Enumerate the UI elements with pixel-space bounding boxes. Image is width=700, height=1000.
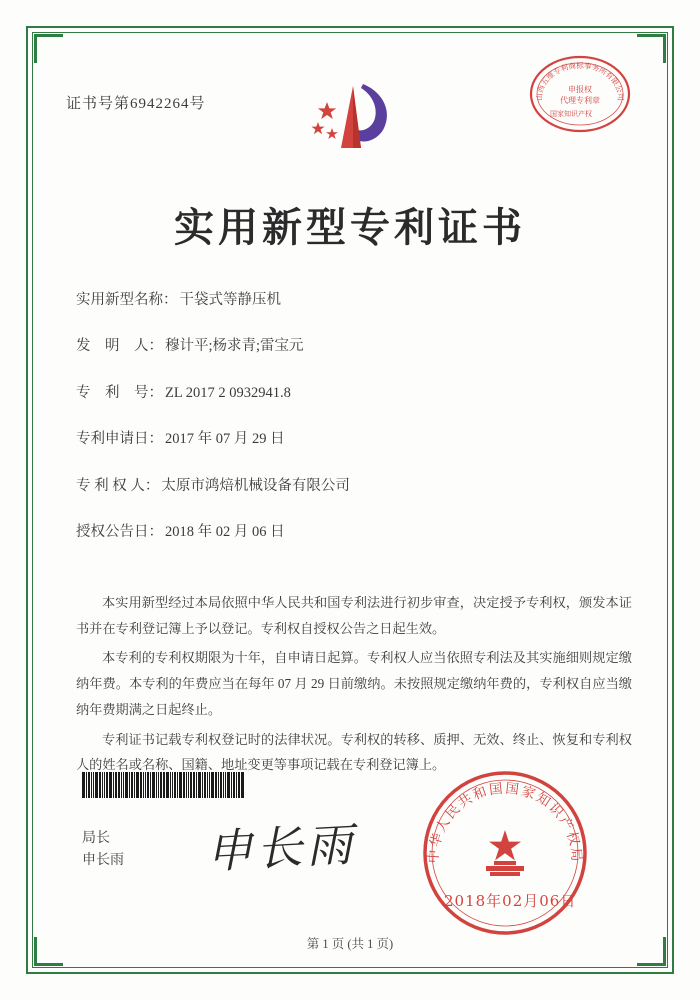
svg-text:申报权: 申报权 bbox=[568, 85, 592, 94]
handwritten-signature: 申长雨 bbox=[204, 817, 358, 879]
signature-block bbox=[82, 828, 124, 873]
field-label: 授权公告日： bbox=[76, 523, 163, 540]
field-value: 干袋式等静压机 bbox=[179, 292, 281, 308]
certificate-number: 证书号第6942264号 bbox=[66, 96, 206, 112]
barcode-bar bbox=[115, 772, 117, 798]
barcode-bar bbox=[215, 772, 217, 798]
barcode-bar bbox=[231, 772, 232, 798]
barcode-bar bbox=[233, 772, 235, 798]
barcode-bar bbox=[166, 772, 169, 798]
barcode-bar bbox=[179, 772, 182, 798]
barcode-bar bbox=[196, 772, 197, 798]
field-value: 穆计平;杨求青;雷宝元 bbox=[165, 338, 304, 355]
barcode-bar bbox=[202, 772, 203, 798]
field-patentee bbox=[76, 478, 636, 495]
barcode-bar bbox=[183, 772, 185, 798]
field-label: 专 利 号： bbox=[76, 384, 163, 401]
barcode-bar bbox=[172, 772, 173, 798]
barcode-bar bbox=[136, 772, 139, 798]
barcode-bar bbox=[204, 772, 206, 798]
barcode-bar bbox=[104, 772, 105, 798]
barcode-bar bbox=[123, 772, 124, 798]
barcode-bar bbox=[86, 772, 87, 798]
field-patent-number bbox=[76, 385, 636, 402]
svg-text:国家知识产权: 国家知识产权 bbox=[550, 110, 592, 118]
svg-text:代理专利章: 代理专利章 bbox=[560, 96, 600, 105]
barcode-bar bbox=[121, 772, 122, 798]
barcode-bar bbox=[95, 772, 98, 798]
barcode-bar bbox=[118, 772, 120, 798]
barcode-bar bbox=[193, 772, 195, 798]
barcode-bar bbox=[99, 772, 101, 798]
barcode-bar bbox=[109, 772, 112, 798]
corner-ornament-top-left bbox=[34, 34, 63, 63]
barcode-bar bbox=[198, 772, 201, 798]
field-label: 专利申请日： bbox=[76, 431, 163, 448]
field-utility-model-name bbox=[76, 292, 636, 309]
field-grant-announcement-date bbox=[76, 524, 636, 541]
field-label: 专 利 权 人： bbox=[76, 477, 160, 494]
page-footer: 第 1 页 (共 1 页) bbox=[306, 937, 394, 951]
barcode-bar bbox=[150, 772, 151, 798]
barcode-bar bbox=[156, 772, 157, 798]
field-application-date bbox=[76, 431, 636, 448]
field-label: 发 明 人： bbox=[76, 338, 163, 355]
barcode-bar bbox=[238, 772, 240, 798]
field-value: ZL 2017 2 0932941.8 bbox=[165, 384, 291, 401]
barcode-bar bbox=[143, 772, 144, 798]
barcode-bar bbox=[225, 772, 226, 798]
barcode-bar bbox=[113, 772, 114, 798]
barcode-bar bbox=[140, 772, 142, 798]
barcode-bar bbox=[209, 772, 210, 798]
sipo-logo-icon bbox=[305, 78, 401, 164]
barcode-bar bbox=[211, 772, 214, 798]
barcode-bar bbox=[188, 772, 189, 798]
national-seal bbox=[420, 768, 590, 938]
barcode-bar bbox=[220, 772, 222, 798]
barcode bbox=[82, 772, 282, 798]
field-value: 2017 年 07 月 29 日 bbox=[165, 431, 285, 448]
barcode-bar bbox=[218, 772, 219, 798]
svg-text:中华人民共和国国家知识产权局: 中华人民共和国国家知识产权局 bbox=[425, 780, 585, 864]
barcode-bar bbox=[227, 772, 230, 798]
barcode-bar bbox=[170, 772, 171, 798]
barcode-bar bbox=[160, 772, 162, 798]
director-name-label: 申长雨 bbox=[82, 853, 124, 869]
page-title: 实用新型专利证书 bbox=[174, 204, 526, 251]
barcode-bar bbox=[186, 772, 187, 798]
barcode-bar bbox=[177, 772, 178, 798]
body-text bbox=[76, 590, 632, 782]
barcode-bar bbox=[174, 772, 176, 798]
svg-text:山西五维专利商标事务所有限公司: 山西五维专利商标事务所有限公司 bbox=[534, 61, 626, 101]
barcode-bar bbox=[91, 772, 92, 798]
barcode-bar bbox=[102, 772, 103, 798]
barcode-bar bbox=[223, 772, 224, 798]
barcode-bar bbox=[82, 772, 85, 798]
barcode-bar bbox=[241, 772, 244, 798]
barcode-bar bbox=[88, 772, 90, 798]
body-paragraph-1: 本实用新型经过本局依照中华人民共和国专利法进行初步审查，决定授予专利权，颁发本证书并在专利登记簿上予以登记。专利权自授权公告之日起生效。 bbox=[76, 595, 632, 636]
barcode-bar bbox=[134, 772, 135, 798]
barcode-bar bbox=[190, 772, 192, 798]
barcode-bar bbox=[163, 772, 165, 798]
barcode-bar bbox=[152, 772, 155, 798]
barcode-bar bbox=[93, 772, 94, 798]
barcode-bar bbox=[125, 772, 128, 798]
corner-ornament-top-right bbox=[637, 34, 666, 63]
field-value: 太原市鸿焙机械设备有限公司 bbox=[161, 477, 350, 494]
barcode-bar bbox=[207, 772, 208, 798]
field-inventor bbox=[76, 338, 636, 355]
director-title-label: 局长 bbox=[82, 831, 110, 846]
body-paragraph-2: 本专利的专利权期限为十年，自申请日起算。专利权人应当依照专利法及其实施细则规定缴纳年费。本专利的年费应当在每年 07 月 29 日前缴纳。未按照规定缴纳年费的，专利权自应当缴纳年费期满之日起终止。 bbox=[76, 650, 632, 717]
barcode-bar bbox=[106, 772, 108, 798]
barcode-bar bbox=[236, 772, 237, 798]
barcode-bar bbox=[129, 772, 130, 798]
field-label: 实用新型名称： bbox=[76, 292, 178, 308]
barcode-bar bbox=[158, 772, 159, 798]
agency-seal bbox=[528, 54, 632, 134]
fields-list bbox=[76, 292, 636, 570]
barcode-bar bbox=[145, 772, 146, 798]
barcode-bar bbox=[147, 772, 149, 798]
body-paragraph-3: 专利证书记载专利权登记时的法律状况。专利权的转移、质押、无效、终止、恢复和专利权人的姓名或名称、国籍、地址变更等事项记载在专利登记簿上。 bbox=[76, 731, 632, 773]
field-value: 2018 年 02 月 06 日 bbox=[165, 523, 285, 540]
seal-date: 2018年02月06日 bbox=[444, 892, 577, 910]
barcode-bar bbox=[131, 772, 133, 798]
